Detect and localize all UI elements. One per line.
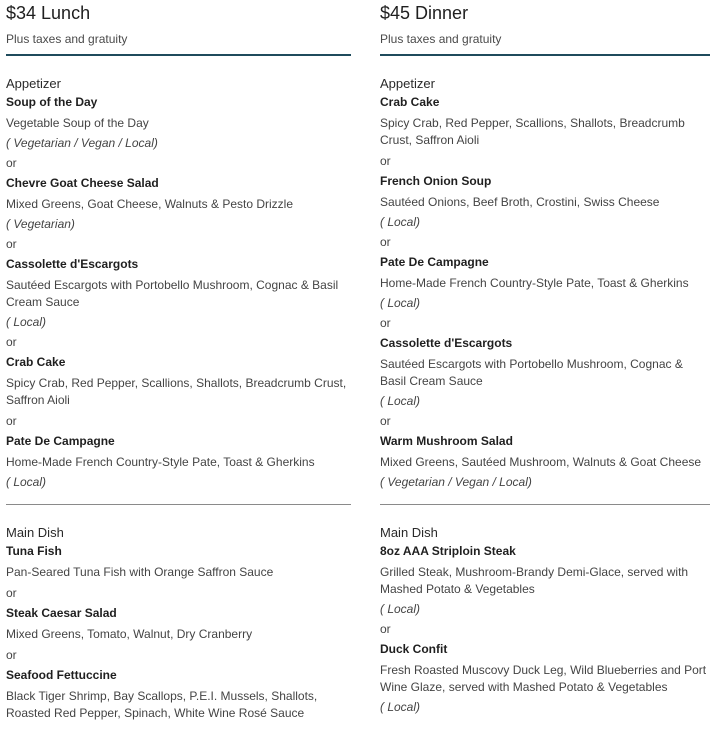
menu-item-name: Pate De Campagne <box>6 434 115 448</box>
menu-item-description: Spicy Crab, Red Pepper, Scallions, Shallots, Breadcrumb Crust, Saffron Aioli <box>6 376 347 407</box>
menu-item-description: Mixed Greens, Goat Cheese, Walnuts & Pesto Drizzle <box>6 197 294 211</box>
menu-list <box>6 95 351 490</box>
menu-item-tag: ( Local) <box>380 700 421 714</box>
menu-item-description: Sautéed Onions, Beef Broth, Crostini, Swiss Cheese <box>380 195 660 209</box>
menu-item-description: Home-Made French Country-Style Pate, Toast & Gherkins <box>380 276 689 290</box>
menu-item-name: Crab Cake <box>380 95 440 109</box>
menu-item-description: Black Tiger Shrimp, Bay Scallops, P.E.I. Mussels, Shallots, Roasted Red Pepper, Spinach, White Wine Rosé Sauce <box>6 689 318 720</box>
menu-item <box>380 255 710 311</box>
menu-item-description: Mixed Greens, Sautéed Mushroom, Walnuts & Goat Cheese <box>380 455 702 469</box>
menu-item-name: Crab Cake <box>6 355 66 369</box>
dinner-title: $45 Dinner <box>380 3 469 23</box>
section-divider <box>6 504 351 505</box>
menu-item-name: Duck Confit <box>380 642 448 656</box>
menu-item <box>6 668 351 722</box>
menu-item <box>380 174 710 230</box>
menu-item <box>380 95 710 149</box>
menu-item <box>380 434 710 490</box>
or-separator: or <box>380 154 391 168</box>
menu-item-description: Pan-Seared Tuna Fish with Orange Saffron Sauce <box>6 565 274 579</box>
menu-item-tag: ( Local) <box>380 602 421 616</box>
menu-list <box>6 544 351 722</box>
dinner-appetizer-section <box>380 76 710 490</box>
or-separator: or <box>6 335 17 349</box>
menu-item-name: 8oz AAA Striploin Steak <box>380 544 516 558</box>
menu-item-description: Vegetable Soup of the Day <box>6 116 149 130</box>
menu-item-name: Cassolette d'Escargots <box>380 336 513 350</box>
dinner-main-section <box>380 525 710 715</box>
lunch-main-heading: Main Dish <box>6 525 64 540</box>
menu-item-tag: ( Local) <box>380 296 421 310</box>
menu-item <box>380 642 710 715</box>
menu-item-description: Grilled Steak, Mushroom-Brandy Demi-Glace, served with Mashed Potato & Vegetables <box>380 565 689 596</box>
or-separator: or <box>380 622 391 636</box>
or-separator: or <box>380 414 391 428</box>
menu-item-tag: ( Vegetarian / Vegan / Local) <box>380 475 532 489</box>
menu-item-tag: ( Vegetarian / Vegan / Local) <box>6 136 158 150</box>
dinner-menu <box>380 0 710 715</box>
dinner-subtitle: Plus taxes and gratuity <box>380 32 710 56</box>
menu-item-tag: ( Local) <box>6 475 47 489</box>
menu-item-tag: ( Vegetarian) <box>6 217 75 231</box>
menu-item-name: Seafood Fettuccine <box>6 668 117 682</box>
menu-item <box>6 95 351 151</box>
menu-item-name: Warm Mushroom Salad <box>380 434 513 448</box>
menu-item <box>6 257 351 330</box>
menu-item-tag: ( Local) <box>6 315 47 329</box>
menu-list <box>380 95 710 490</box>
or-separator: or <box>6 648 17 662</box>
menu-item-name: Chevre Goat Cheese Salad <box>6 176 159 190</box>
or-separator: or <box>6 414 17 428</box>
menu-list <box>380 544 710 715</box>
menu-item-name: Tuna Fish <box>6 544 62 558</box>
menu-item-description: Spicy Crab, Red Pepper, Scallions, Shallots, Breadcrumb Crust, Saffron Aioli <box>380 116 685 147</box>
menu-item-name: French Onion Soup <box>380 174 492 188</box>
or-separator: or <box>380 316 391 330</box>
menu-item-name: Pate De Campagne <box>380 255 489 269</box>
lunch-appetizer-heading: Appetizer <box>6 76 61 91</box>
or-separator: or <box>6 156 17 170</box>
menu-item-description: Home-Made French Country-Style Pate, Toast & Gherkins <box>6 455 315 469</box>
menu-item-name: Soup of the Day <box>6 95 98 109</box>
menu-item-description: Sautéed Escargots with Portobello Mushroom, Cognac & Basil Cream Sauce <box>380 357 683 388</box>
menu-item <box>380 336 710 409</box>
menu-item-tag: ( Local) <box>380 215 421 229</box>
lunch-title: $34 Lunch <box>6 3 91 23</box>
dinner-appetizer-heading: Appetizer <box>380 76 435 91</box>
menu-item <box>6 606 351 643</box>
lunch-main-section <box>6 525 351 722</box>
lunch-menu <box>6 0 351 722</box>
menu-item <box>380 544 710 617</box>
section-divider <box>380 504 710 505</box>
menu-item-tag: ( Local) <box>380 394 421 408</box>
menu-item-description: Mixed Greens, Tomato, Walnut, Dry Cranberry <box>6 627 253 641</box>
menu-item <box>6 544 351 581</box>
menu-item-name: Steak Caesar Salad <box>6 606 117 620</box>
lunch-appetizer-section <box>6 76 351 490</box>
or-separator: or <box>380 235 391 249</box>
menu-item <box>6 355 351 409</box>
menu-item-name: Cassolette d'Escargots <box>6 257 139 271</box>
menu-item-description: Sautéed Escargots with Portobello Mushroom, Cognac & Basil Cream Sauce <box>6 278 339 309</box>
menu-item <box>6 176 351 232</box>
or-separator: or <box>6 237 17 251</box>
or-separator: or <box>6 586 17 600</box>
lunch-subtitle: Plus taxes and gratuity <box>6 32 351 56</box>
menu-item <box>6 434 351 490</box>
dinner-main-heading: Main Dish <box>380 525 438 540</box>
menu-item-description: Fresh Roasted Muscovy Duck Leg, Wild Blueberries and Port Wine Glaze, served with Mashed Potato & Vegetables <box>380 663 707 694</box>
